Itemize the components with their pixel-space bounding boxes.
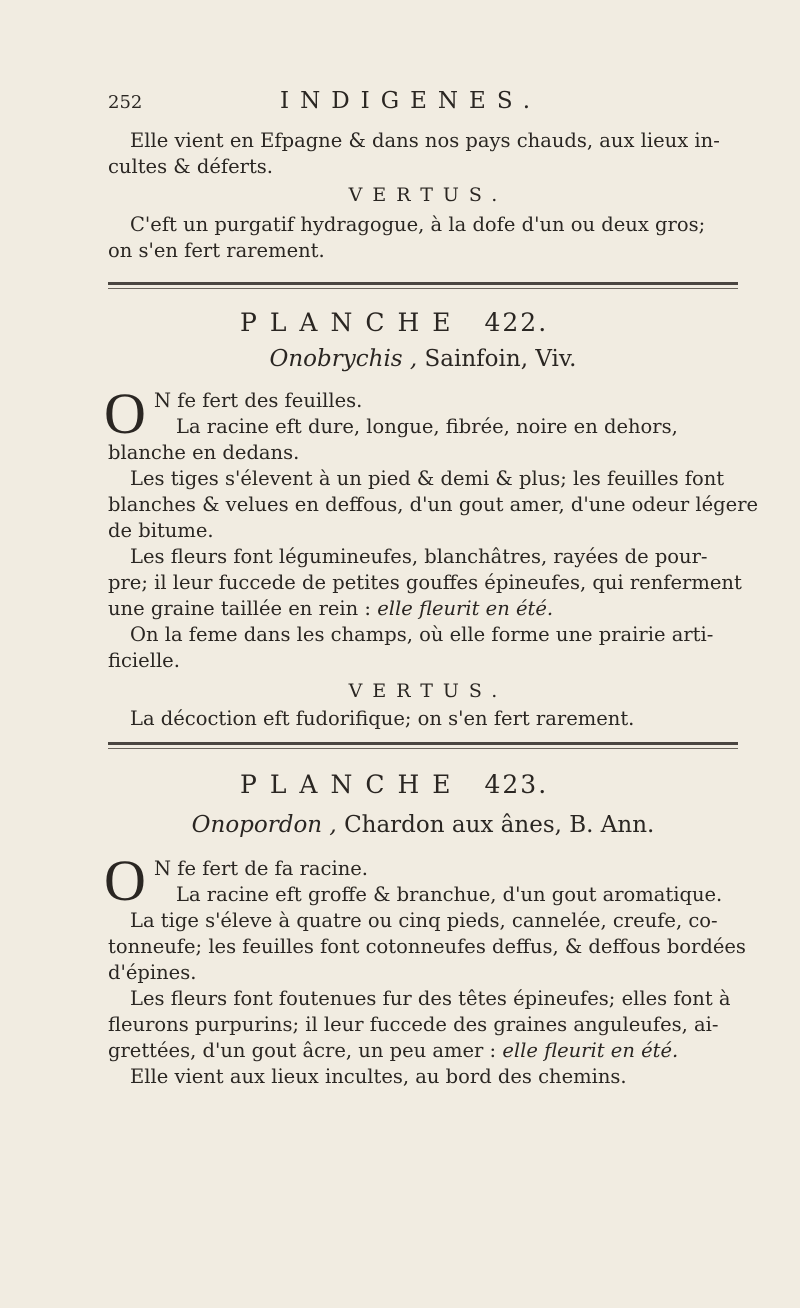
divider-rule [108,748,738,749]
text-line: N fe fert de fa racine. [154,857,368,880]
text-line: Elle vient en Efpagne & dans nos pays chauds, aux lieux in- [130,129,720,152]
text-line: La racine eft groffe & branchue, d'un gout aromatique. [176,883,723,906]
text-line [108,596,748,622]
latin-name: Onopordon , [191,812,337,838]
text-line: blanche en dedans. [108,441,300,464]
running-title: INDIGENES. [280,88,542,114]
vertus-heading: VERTUS. [348,184,508,206]
text-line: La racine eft dure, longue, fibrée, noire en dehors, [176,415,678,438]
text-line: de bitume. [108,519,214,542]
drop-cap: O [104,848,146,913]
text-line: La tige s'éleve à quatre ou cinq pieds, cannelée, creufe, co- [130,909,718,932]
text-line: On la feme dans les champs, où elle forme une prairie arti- [130,623,714,646]
common-name: Chardon aux ânes, B. Ann. [344,812,655,838]
divider-rule [108,282,738,285]
text-line: Les fleurs font foutenues fur des têtes épineufes; elles font à [130,987,731,1010]
page-number: 252 [108,92,143,113]
planche-heading [240,770,548,799]
planche-heading [240,308,548,337]
plant-name [108,346,738,372]
vertus-heading: VERTUS. [348,680,508,702]
text-line: blanches & velues en deffous, d'un gout amer, d'une odeur légere [108,493,759,516]
text-span: une graine taillée en rein : [108,597,378,620]
text-line: cultes & déferts. [108,155,273,178]
text-line: tonneufe; les feuilles font cotonneufes deffus, & deffous bordées [108,935,746,958]
text-line: N fe fert des feuilles. [154,389,363,412]
planche-number: 423. [484,770,549,799]
text-line: C'eft un purgatif hydragogue, à la dofe d'un ou deux gros; [130,213,706,236]
text-line: Elle vient aux lieux incultes, au bord des chemins. [130,1065,627,1088]
text-line [108,1038,748,1064]
latin-name: Onobrychis , [269,346,418,372]
text-line: Les fleurs font légumineufes, blanchâtres, rayées de pour- [130,545,708,568]
planche-number: 422. [484,308,549,337]
divider-rule [108,288,738,289]
text-line: on s'en fert rarement. [108,239,325,262]
planche-word: PLANCHE [240,308,464,337]
planche-word: PLANCHE [240,770,464,799]
text-line: ficielle. [108,649,180,672]
divider-rule [108,742,738,745]
running-header [108,88,748,122]
flowering-note: elle fleurit en été. [502,1039,679,1062]
flowering-note: elle fleurit en été. [377,597,554,620]
plant-name [108,812,738,838]
text-line: La décoction eft fudorifique; on s'en fert rarement. [130,707,635,730]
text-line: pre; il leur fuccede de petites gouffes épineufes, qui renferment [108,571,742,594]
text-span: grettées, d'un gout âcre, un peu amer : [108,1039,503,1062]
drop-cap: O [104,381,146,446]
text-line: d'épines. [108,961,197,984]
common-name: Sainfoin, Viv. [424,346,577,372]
text-line: fleurons purpurins; il leur fuccede des graines anguleufes, ai- [108,1013,719,1036]
text-line: Les tiges s'élevent à un pied & demi & plus; les feuilles font [130,467,725,490]
